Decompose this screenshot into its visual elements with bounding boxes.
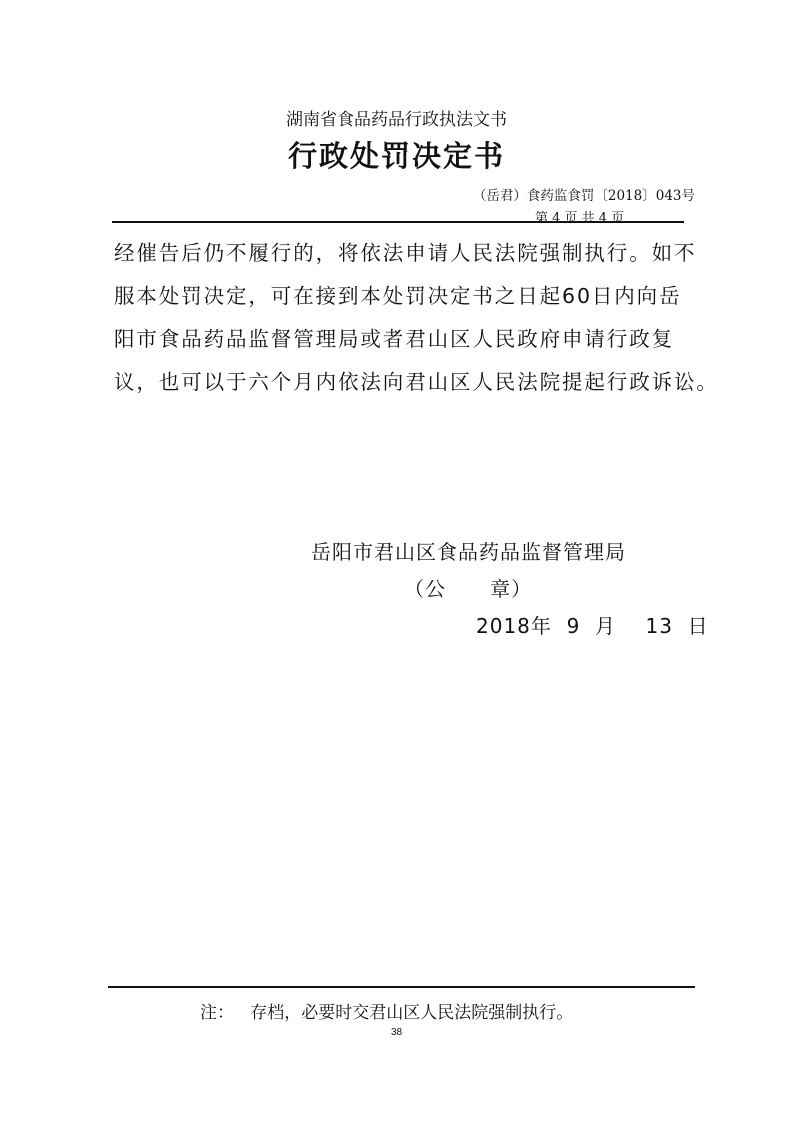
body-line: 经催告后仍不履行的，将依法申请人民法院强制执行。如不 bbox=[114, 241, 697, 265]
page-number: 38 bbox=[390, 1027, 403, 1038]
document-title: 行政处罚决定书 bbox=[287, 139, 505, 173]
issue-date: 2018年 9 月 13 日 bbox=[476, 614, 709, 638]
footer-divider bbox=[108, 986, 695, 988]
body-line: 服本处罚决定，可在接到本处罚决定书之日起60日内向岳 bbox=[114, 284, 682, 308]
body-line: 阳市食品药品监督管理局或者君山区人民政府申请行政复 bbox=[114, 327, 674, 351]
issuing-authority: 岳阳市君山区食品药品监督管理局 bbox=[311, 540, 626, 564]
document-number: （岳君）食药监食罚〔2018〕043号 bbox=[472, 188, 695, 204]
page-indicator: 第 4 页 共 4 页 bbox=[535, 211, 625, 226]
footnote: 注： 存档，必要时交君山区人民法院强制执行。 bbox=[200, 1003, 574, 1023]
body-line: 议，也可以于六个月内依法向君山区人民法院提起行政诉讼。 bbox=[114, 370, 719, 394]
document-series-title: 湖南省食品药品行政执法文书 bbox=[286, 110, 507, 130]
header-divider bbox=[112, 221, 684, 223]
official-seal-placeholder: （公 章） bbox=[404, 577, 533, 601]
